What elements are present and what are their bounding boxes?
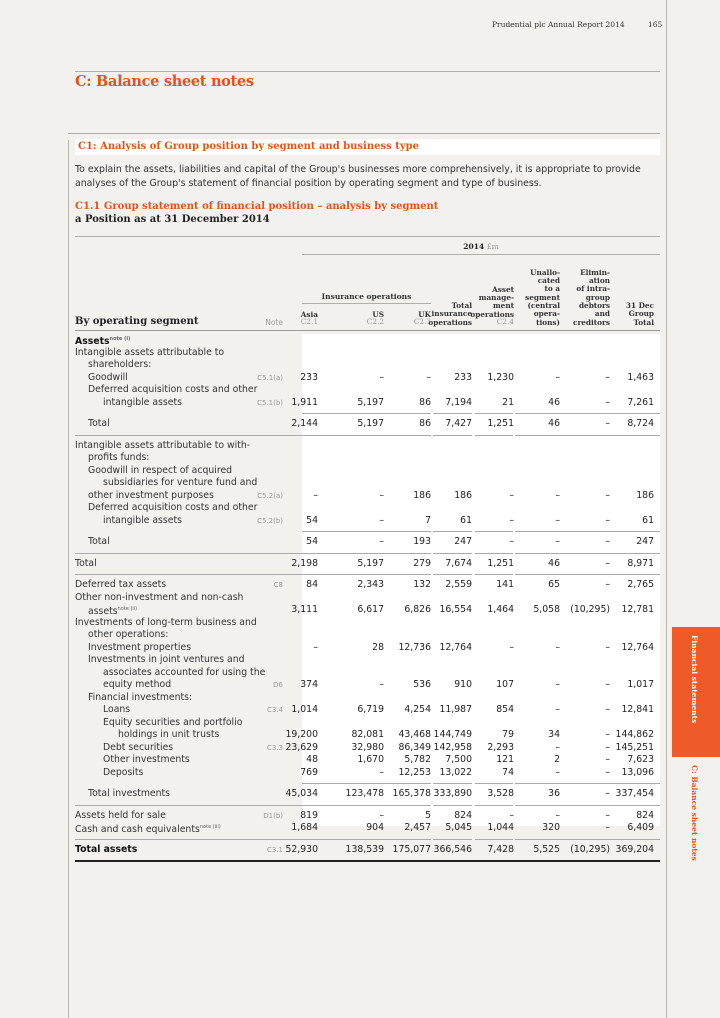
table-row: [75, 465, 660, 478]
row-label: other operations:: [88, 629, 169, 640]
table-row: [75, 822, 660, 835]
table-row: [75, 359, 660, 372]
cell-value: 186: [636, 489, 654, 501]
column-header: US: [372, 309, 384, 319]
row-label: Intangible assets attributable to with-: [75, 439, 251, 451]
column-header: Asset manage- ment operations: [470, 284, 514, 319]
cell-value: 12,736: [398, 641, 431, 653]
column-note: C2.3: [413, 317, 431, 326]
column-note: C2.2: [366, 317, 384, 326]
cell-value: 23,629: [285, 741, 318, 753]
period-header: [302, 242, 660, 251]
row-label: Assets held for sale: [75, 809, 166, 821]
cell-value: 16,554: [439, 604, 472, 615]
column-header: Total insurance operations: [428, 301, 472, 327]
table-row: [75, 767, 660, 780]
row-note: C8: [273, 581, 283, 589]
cell-value: –: [605, 579, 610, 590]
cell-value: 186: [413, 489, 431, 501]
cell-value: 12,253: [398, 766, 431, 778]
balance-sheet-table: [75, 334, 660, 865]
table-row: [75, 642, 660, 655]
cell-value: 2,198: [291, 557, 318, 569]
cell-value: 61: [460, 514, 472, 526]
column-header: Asia: [300, 309, 318, 319]
row-note: C5.2(a): [257, 491, 283, 500]
cell-value: 824: [454, 809, 472, 821]
page-number: 165: [648, 20, 663, 29]
cell-value: –: [605, 809, 610, 821]
cell-value: –: [379, 766, 384, 778]
cell-value: 175,077: [392, 843, 431, 855]
cell-value: –: [605, 741, 610, 753]
cell-value: 132: [413, 579, 431, 590]
row-note: C5.1(b): [257, 398, 283, 407]
row-label: Total investments: [88, 788, 171, 799]
cell-value: 3,111: [291, 604, 318, 615]
cell-value: –: [509, 514, 514, 526]
cell-value: 32,980: [351, 741, 384, 753]
cell-value: –: [426, 371, 431, 383]
row-note: C5.1(a): [257, 373, 283, 382]
cell-value: 145,251: [615, 741, 654, 753]
row-note: C3.4: [266, 706, 283, 714]
row-label: Assets$^{note (i)}$: [75, 335, 131, 347]
table-row: [75, 617, 660, 630]
cell-value: 5,197: [357, 557, 384, 569]
cell-value: 2: [554, 754, 560, 765]
cell-value: –: [509, 536, 514, 547]
cell-value: 46: [548, 557, 560, 569]
cell-value: 369,204: [615, 843, 654, 855]
row-separator: [75, 570, 660, 579]
cell-value: –: [379, 514, 384, 526]
subsection-title: C1: Analysis of Group position by segment and business type: [75, 139, 660, 155]
row-separator: [75, 856, 660, 865]
column-note: C2.1: [300, 317, 318, 326]
cell-value: 5,045: [445, 822, 472, 833]
cell-value: 165,378: [392, 788, 431, 799]
row-label: assets$^{note (ii)}$: [88, 605, 138, 617]
side-tab-label: Financial statements: [690, 635, 699, 724]
cell-value: 769: [300, 766, 318, 778]
table-row: [75, 654, 660, 667]
cell-value: –: [555, 809, 560, 821]
cell-value: 233: [300, 371, 318, 383]
table-row: [75, 729, 660, 742]
cell-value: 1,464: [487, 604, 514, 615]
cell-value: 141: [496, 579, 514, 590]
cell-value: 52,930: [285, 843, 318, 855]
cell-value: 247: [636, 536, 654, 547]
cell-value: 1,017: [627, 679, 654, 690]
cell-value: –: [605, 514, 610, 526]
cell-value: 536: [413, 679, 431, 690]
cell-value: 48: [306, 754, 318, 765]
period-rule: [302, 254, 660, 255]
footnote-ref: note (i): [109, 335, 131, 342]
table-row: [75, 742, 660, 755]
cell-value: –: [555, 514, 560, 526]
cell-value: 854: [496, 704, 514, 715]
cell-value: 7,261: [627, 396, 654, 408]
cell-value: 54: [306, 514, 318, 526]
cell-value: 43,468: [398, 729, 431, 740]
row-label: Equity securities and portfolio: [103, 716, 243, 728]
section-title: C: Balance sheet notes: [75, 73, 254, 90]
cell-value: 1,230: [487, 371, 514, 383]
column-header: UK: [418, 309, 431, 319]
cell-value: –: [555, 371, 560, 383]
cell-value: 1,911: [291, 396, 318, 408]
cell-value: –: [379, 536, 384, 547]
cell-value: (10,295): [570, 843, 610, 855]
header-bottom-rule: [75, 330, 660, 331]
row-label: Loans: [103, 704, 131, 715]
cell-value: –: [605, 489, 610, 501]
table-row: [75, 604, 660, 617]
cell-value: 5,197: [357, 418, 384, 429]
cell-value: 13,096: [621, 766, 654, 778]
cell-value: 12,764: [621, 641, 654, 653]
row-note: C3.3: [266, 743, 283, 752]
cell-value: 4,254: [404, 704, 431, 715]
row-label: subsidiaries for venture fund and: [103, 477, 258, 488]
cell-value: –: [605, 536, 610, 547]
cell-value: 233: [454, 371, 472, 383]
table-row: [75, 397, 660, 410]
cell-value: –: [605, 418, 610, 429]
row-separator: [75, 779, 660, 788]
table-row: [75, 477, 660, 490]
row-label: Total: [88, 418, 110, 429]
cell-value: –: [509, 641, 514, 653]
section-rule: [68, 133, 660, 134]
cell-value: 2,457: [404, 822, 431, 833]
cell-value: 1,014: [291, 704, 318, 715]
cell-value: 6,826: [404, 604, 431, 615]
cell-value: 3,528: [487, 788, 514, 799]
cell-value: 144,862: [615, 729, 654, 740]
unit-label: £m: [486, 242, 499, 251]
row-label: Total assets: [75, 843, 138, 855]
cell-value: 186: [454, 489, 472, 501]
table-row: [75, 372, 660, 385]
row-label: intangible assets: [103, 514, 182, 526]
cell-value: 247: [454, 536, 472, 547]
row-separator: [75, 549, 660, 558]
row-note: D1(b): [263, 811, 283, 820]
cell-value: 7,428: [487, 843, 514, 855]
table-subtitle: a Position as at 31 December 2014: [75, 214, 270, 225]
cell-value: –: [605, 679, 610, 690]
column-header: Unallo- cated to a segment (central opera- tions): [525, 267, 560, 327]
cell-value: 138,539: [345, 843, 384, 855]
cell-value: 65: [548, 579, 560, 590]
column-header: 31 Dec Group Total: [625, 301, 654, 327]
cell-value: 82,081: [351, 729, 384, 740]
cell-value: –: [605, 729, 610, 740]
cell-value: 86,349: [398, 741, 431, 753]
table-row: [75, 667, 660, 680]
cell-value: –: [605, 788, 610, 799]
row-label: Other investments: [103, 754, 190, 765]
cell-value: –: [605, 557, 610, 569]
cell-value: 819: [300, 809, 318, 821]
cell-value: 2,144: [291, 418, 318, 429]
table-row: [75, 502, 660, 515]
cell-value: 7,623: [627, 754, 654, 765]
running-header: Prudential plc Annual Report 2014: [492, 20, 625, 29]
cell-value: –: [555, 536, 560, 547]
table-row: [75, 788, 660, 801]
cell-value: –: [379, 809, 384, 821]
cell-value: 337,454: [615, 788, 654, 799]
cell-value: 11,987: [439, 704, 472, 715]
cell-value: 6,719: [357, 704, 384, 715]
cell-value: 366,546: [433, 843, 472, 855]
table-row: [75, 692, 660, 705]
row-label: Deferred acquisition costs and other: [88, 384, 258, 395]
group-header: Insurance operations: [321, 292, 412, 301]
cell-value: 61: [642, 514, 654, 526]
cell-value: 8,971: [627, 557, 654, 569]
cell-value: 7,674: [445, 557, 472, 569]
cell-value: 910: [454, 679, 472, 690]
cell-value: 7: [425, 514, 431, 526]
cell-value: 824: [636, 809, 654, 821]
cell-value: 1,044: [487, 822, 514, 833]
cell-value: 45,034: [285, 788, 318, 799]
row-label: Intangible assets attributable to: [75, 346, 225, 358]
table-row: [75, 334, 660, 347]
row-label: shareholders:: [88, 359, 152, 370]
cell-value: 86: [419, 396, 431, 408]
cell-value: –: [555, 489, 560, 501]
row-label: Other non-investment and non-cash: [75, 591, 244, 603]
left-margin-line: [68, 140, 69, 1018]
cell-value: –: [509, 489, 514, 501]
cell-value: –: [605, 396, 610, 408]
row-separator: [75, 835, 660, 844]
side-tab-balance-sheet-notes[interactable]: C: Balance sheet notes: [690, 765, 699, 861]
row-note: D6: [273, 681, 283, 689]
cell-value: –: [605, 766, 610, 778]
row-label: associates accounted for using the: [103, 666, 266, 678]
table-title: C1.1 Group statement of financial position – analysis by segment: [75, 201, 439, 212]
row-label: Total: [88, 536, 110, 547]
table-row: [75, 754, 660, 767]
cell-value: 193: [413, 536, 431, 547]
cell-value: 2,343: [357, 579, 384, 590]
row-label: Investment properties: [88, 641, 192, 653]
table-row: [75, 679, 660, 692]
row-label: other investment purposes: [88, 489, 214, 501]
cell-value: –: [605, 641, 610, 653]
cell-value: –: [379, 679, 384, 690]
table-row: [75, 629, 660, 642]
cell-value: 142,958: [433, 741, 472, 753]
row-separator: [75, 527, 660, 536]
table-row: [75, 515, 660, 528]
cell-value: 34: [548, 729, 560, 740]
row-note: C5.2(b): [257, 516, 283, 525]
cell-value: 121: [496, 754, 514, 765]
row-label: Goodwill: [88, 371, 128, 383]
cell-value: 5,197: [357, 396, 384, 408]
cell-value: 1,670: [357, 754, 384, 765]
table-row: [75, 844, 660, 857]
row-header: By operating segment: [75, 316, 199, 327]
cell-value: 36: [548, 788, 560, 799]
cell-value: 54: [306, 536, 318, 547]
cell-value: –: [605, 822, 610, 833]
table-row: [75, 490, 660, 503]
cell-value: 279: [413, 557, 431, 569]
row-label: Deferred tax assets: [75, 579, 167, 590]
cell-value: 1,251: [487, 418, 514, 429]
row-label: Total: [75, 557, 97, 569]
cell-value: 12,841: [621, 704, 654, 715]
cell-value: –: [555, 704, 560, 715]
table-row: [75, 717, 660, 730]
row-separator: [75, 431, 660, 440]
row-label: profits funds:: [88, 452, 150, 463]
cell-value: –: [605, 754, 610, 765]
row-label: Debt securities: [103, 741, 174, 753]
footnote-ref: note (ii): [117, 605, 138, 612]
footnote-ref: note (iii): [199, 823, 221, 830]
table-row: [75, 347, 660, 360]
cell-value: 7,194: [445, 396, 472, 408]
cell-value: 123,478: [345, 788, 384, 799]
cell-value: 19,200: [285, 729, 318, 740]
table-row: [75, 384, 660, 397]
cell-value: 86: [419, 418, 431, 429]
row-label: Cash and cash equivalents$^{note (iii)}$: [75, 823, 221, 835]
cell-value: 5: [425, 809, 431, 821]
cell-value: –: [313, 489, 318, 501]
cell-value: 320: [542, 822, 560, 833]
cell-value: 333,890: [433, 788, 472, 799]
cell-value: –: [555, 641, 560, 653]
cell-value: (10,295): [570, 604, 610, 615]
row-label: Deposits: [103, 766, 144, 778]
row-label: equity method: [103, 679, 172, 690]
intro-paragraph: To explain the assets, liabilities and capital of the Group's businesses more comprehensively, it is appropriate to provide analyses of the Group's statement of financial position by operating segment and type of business.: [75, 164, 641, 189]
cell-value: 107: [496, 679, 514, 690]
table-row: [75, 579, 660, 592]
table-top-rule: [75, 236, 660, 237]
cell-value: 21: [502, 396, 514, 408]
cell-value: –: [313, 641, 318, 653]
row-note: C3.1: [266, 845, 283, 854]
cell-value: 13,022: [439, 766, 472, 778]
cell-value: 84: [306, 579, 318, 590]
cell-value: 46: [548, 418, 560, 429]
row-label: intangible assets: [103, 396, 182, 408]
cell-value: 74: [502, 766, 514, 778]
cell-value: 6,617: [357, 604, 384, 615]
cell-value: –: [605, 371, 610, 383]
header-rule: [75, 71, 660, 72]
period-label: 2014: [463, 242, 485, 251]
right-margin-line: [666, 0, 667, 1018]
table-row: [75, 418, 660, 431]
cell-value: 1,684: [291, 822, 318, 833]
cell-value: 79: [502, 729, 514, 740]
cell-value: 12,764: [439, 641, 472, 653]
cell-value: 374: [300, 679, 318, 690]
cell-value: 2,765: [627, 579, 654, 590]
cell-value: 5,525: [533, 843, 560, 855]
cell-value: –: [555, 679, 560, 690]
row-label: Goodwill in respect of acquired: [88, 464, 233, 476]
cell-value: 904: [366, 822, 384, 833]
cell-value: –: [379, 371, 384, 383]
column-note: C2.4: [496, 317, 514, 326]
cell-value: 6,409: [627, 822, 654, 833]
table-row: [75, 440, 660, 453]
cell-value: 46: [548, 396, 560, 408]
table-row: [75, 704, 660, 717]
cell-value: 28: [372, 641, 384, 653]
cell-value: 1,463: [627, 371, 654, 383]
table-row: [75, 558, 660, 571]
cell-value: 1,251: [487, 557, 514, 569]
cell-value: 7,427: [445, 418, 472, 429]
cell-value: 12,781: [621, 604, 654, 615]
side-tab-financial-statements[interactable]: [672, 627, 720, 757]
cell-value: –: [555, 741, 560, 753]
row-label: holdings in unit trusts: [118, 729, 220, 740]
cell-value: –: [605, 704, 610, 715]
table-row: [75, 452, 660, 465]
cell-value: –: [509, 809, 514, 821]
cell-value: 5,782: [404, 754, 431, 765]
row-label: Deferred acquisition costs and other: [88, 502, 258, 513]
cell-value: 5,058: [533, 604, 560, 615]
cell-value: –: [379, 489, 384, 501]
note-header: Note: [265, 318, 283, 327]
table-row: [75, 536, 660, 549]
cell-value: 2,293: [487, 741, 514, 753]
column-header: Elimin- ation of intra- group debtors and creditors: [573, 267, 610, 327]
cell-value: 7,500: [445, 754, 472, 765]
row-separator: [75, 409, 660, 418]
cell-value: 144,749: [433, 729, 472, 740]
cell-value: 8,724: [627, 418, 654, 429]
row-label: Investments in joint ventures and: [88, 654, 245, 665]
cell-value: –: [555, 766, 560, 778]
cell-value: 2,559: [445, 579, 472, 590]
row-separator: [75, 801, 660, 810]
row-label: Investments of long-term business and: [75, 616, 257, 628]
row-label: Financial investments:: [88, 691, 193, 703]
